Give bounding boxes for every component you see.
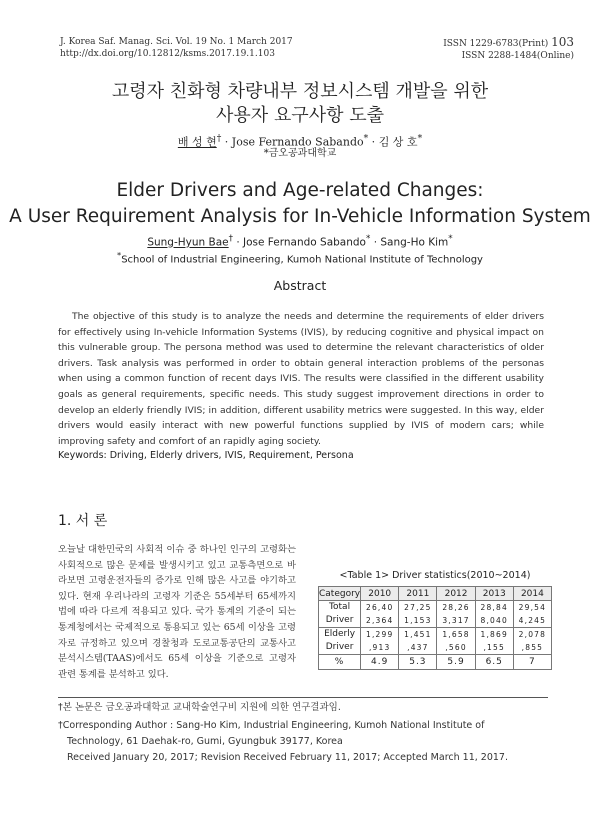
footnote-divider bbox=[58, 697, 548, 698]
english-title-line1: Elder Drivers and Age-related Changes: bbox=[116, 180, 484, 201]
table-cell: 1,658 ,560 bbox=[437, 628, 475, 655]
table-header-cell: 2014 bbox=[513, 587, 551, 601]
doi-link[interactable]: http://dx.doi.org/10.12812/ksms.2017.19.1.103 bbox=[60, 49, 275, 59]
table-header-cell: 2010 bbox=[361, 587, 399, 601]
table-cell: 5.3 bbox=[399, 655, 437, 670]
korean-title-line2: 사용자 요구사항 도출 bbox=[216, 105, 384, 126]
funding-footnote: †본 논문은 금오공과대학교 교내학술연구비 지원에 의한 연구결과임. bbox=[58, 702, 341, 713]
journal-citation: J. Korea Saf. Manag. Sci. Vol. 19 No. 1 March 2017 bbox=[60, 37, 293, 47]
abstract-heading: Abstract bbox=[273, 278, 327, 293]
table-cell: 1,869 ,155 bbox=[475, 628, 513, 655]
english-affiliation-text: School of Industrial Engineering, Kumoh National Institute of Technology bbox=[121, 254, 483, 266]
english-title bbox=[0, 178, 600, 230]
english-title-line2: A User Requirement Analysis for In-Vehicle Information System bbox=[9, 206, 591, 227]
table-cell: 27,25 1,153 bbox=[399, 601, 437, 628]
english-author-2: Jose Fernando Sabando bbox=[243, 236, 366, 249]
issn-online: ISSN 2288-1484(Online) bbox=[461, 51, 574, 61]
driver-statistics-table bbox=[318, 586, 552, 670]
row-label: % bbox=[319, 655, 361, 670]
table-cell: 28,84 8,040 bbox=[475, 601, 513, 628]
korean-author-1: 배 성 현 bbox=[177, 135, 217, 149]
table-cell: 2,078 ,855 bbox=[513, 628, 551, 655]
table-header-cell: 2011 bbox=[399, 587, 437, 601]
row-label-line2: Driver bbox=[325, 642, 354, 652]
abstract-text: The objective of this study is to analyze the needs and determine the requirements of elder drivers for effectively using In-vehicle Information Systems (IVIS), by reducing cognitive and physical impact on this vulnerable group. The persona method was used to determine the relevant characteristics of older drivers. Task analysis was performed in order to obtain general interaction problems of the personas when using a common function of recent days IVIS. The results were classified in the different usability goals as general requirements, specific needs. This study suggest improvement directions in order to develop an elderly friendly IVIS; in addition, different usability metrics were suggested. In this way, elder drivers would easily interact with new powerful functions supplied by IVIS of modern cars; while improving safety and comfort of an rapidly aging society. bbox=[58, 311, 544, 447]
table-header-row bbox=[319, 587, 552, 601]
table-row bbox=[319, 655, 552, 670]
korean-authors: 배 성 현† · Jose Fernando Sabando* · 김 상 호* bbox=[177, 133, 423, 149]
table-cell: 5.9 bbox=[437, 655, 475, 670]
table-row bbox=[319, 628, 552, 655]
row-label-line1: Total bbox=[329, 602, 351, 612]
table-cell: 29,54 4,245 bbox=[513, 601, 551, 628]
table-cell: 6.5 bbox=[475, 655, 513, 670]
english-authors: Sung-Hyun Bae† · Jose Fernando Sabando* · Sang-Ho Kim* bbox=[147, 234, 453, 249]
row-label bbox=[319, 601, 361, 628]
korean-author-2: Jose Fernando Sabando bbox=[231, 135, 364, 149]
keywords: Keywords: Driving, Elderly drivers, IVIS, Requirement, Persona bbox=[58, 450, 354, 461]
korean-title bbox=[0, 80, 600, 128]
row-label bbox=[319, 628, 361, 655]
table-row bbox=[319, 601, 552, 628]
english-affiliation: *School of Industrial Engineering, Kumoh National Institute of Technology bbox=[117, 250, 483, 266]
table-cell: 1,299 ,913 bbox=[361, 628, 399, 655]
received-dates: Received January 20, 2017; Revision Received February 11, 2017; Accepted March 11, 2017. bbox=[67, 752, 508, 763]
issn-print: ISSN 1229-6783(Print) bbox=[443, 39, 549, 49]
page-number: 103 bbox=[551, 35, 574, 49]
korean-author-3: 김 상 호 bbox=[378, 135, 418, 149]
table-cell: 1,451 ,437 bbox=[399, 628, 437, 655]
table-caption: <Table 1> Driver statistics(2010~2014) bbox=[339, 570, 531, 581]
section-body: 오늘날 대한민국의 사회적 이슈 중 하나인 인구의 고령화는 사회적으로 많은 문제를 발생시키고 있고 교통측면으로 바라보면 고령운전자들의 증가로 인해 많은 사고를 야기하고 있다. 현재 우리나라의 고령자 기준은 55세부터 65세까지 법에 따라 다르게 적용되고 있다. 국가 통계의 기준이 되는 통계청에서는 국제적으로 통용되고 있는 65세 이상을 고령자로 규정하고 있으며 경찰청과 도로교통공단의 교통사고분석시스템(TAAS)에서도 65세 이상을 기준으로 고령자 관련 통계를 분석하고 있다. bbox=[58, 544, 296, 680]
corresponding-author-line1: †Corresponding Author : Sang-Ho Kim, Industrial Engineering, Kumoh National Institute of bbox=[58, 720, 485, 731]
english-author-3: Sang-Ho Kim bbox=[380, 236, 449, 249]
journal-header bbox=[60, 36, 293, 60]
table-header-cell: Category bbox=[319, 588, 361, 599]
section-heading: 1. 서 론 bbox=[58, 513, 108, 529]
korean-affiliation: *금오공과대학교 bbox=[263, 148, 337, 159]
table-cell: 26,40 2,364 bbox=[361, 601, 399, 628]
table-cell: 7 bbox=[513, 655, 551, 670]
table-header-cell: 2012 bbox=[437, 587, 475, 601]
row-label-line2: Driver bbox=[325, 615, 354, 625]
table-cell: 4.9 bbox=[361, 655, 399, 670]
korean-title-line1: 고령자 친화형 차량내부 정보시스템 개발을 위한 bbox=[111, 81, 489, 102]
row-label-line1: Elderly bbox=[324, 629, 356, 639]
issn-header bbox=[443, 36, 574, 62]
table-header-cell: 2013 bbox=[475, 587, 513, 601]
corresponding-author-line2: Technology, 61 Daehak-ro, Gumi, Gyungbuk 39177, Korea bbox=[67, 736, 343, 747]
table-cell: 28,26 3,317 bbox=[437, 601, 475, 628]
english-author-1: Sung-Hyun Bae bbox=[147, 236, 229, 249]
